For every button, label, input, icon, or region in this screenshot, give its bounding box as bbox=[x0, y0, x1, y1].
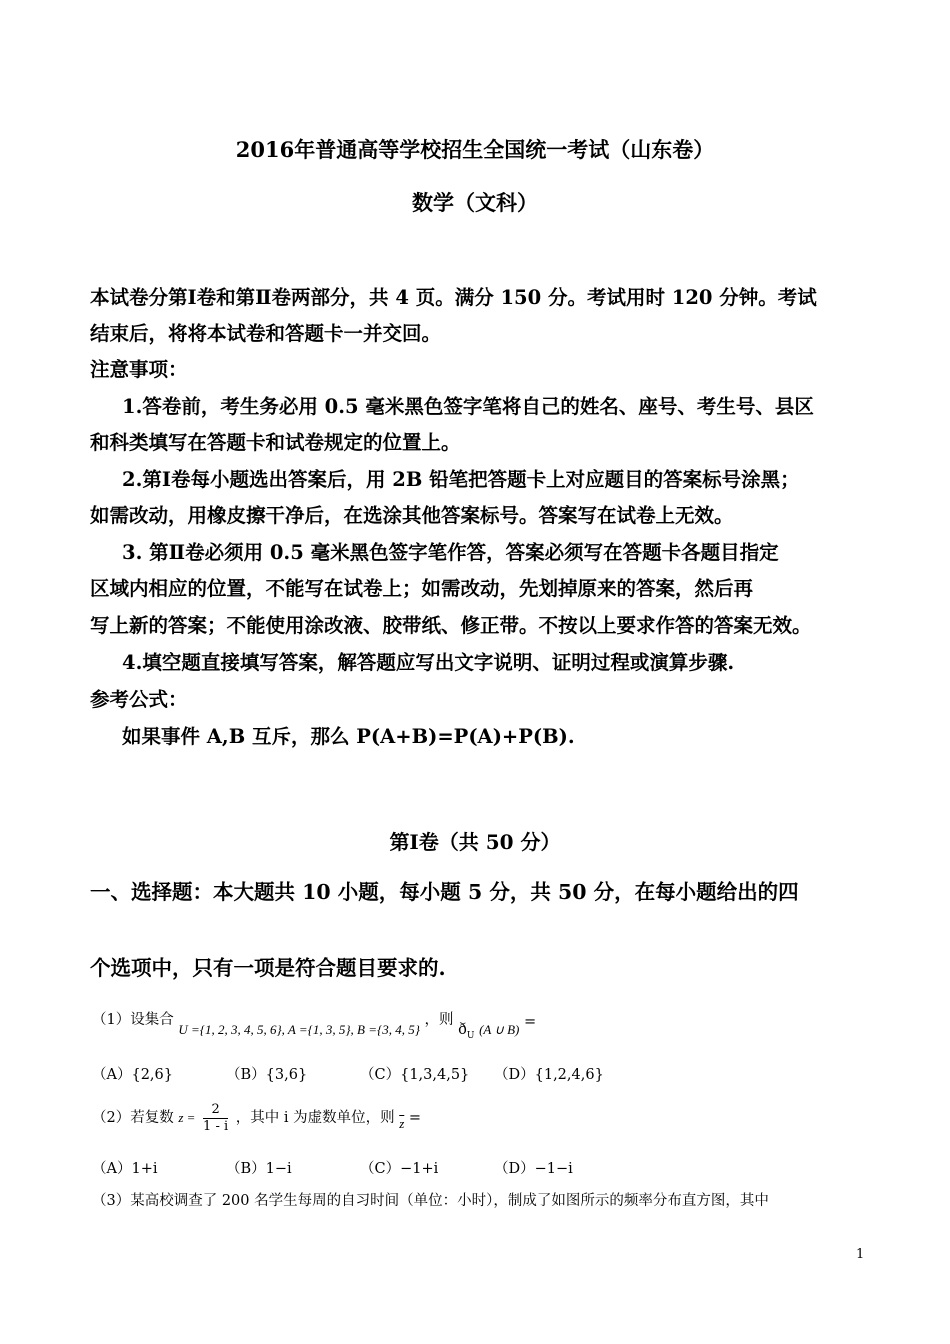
question-2 bbox=[92, 1100, 421, 1136]
q2-zbar: $\overline{z}$ bbox=[399, 1116, 405, 1131]
q2-middle: ，其中 i 为虚数单位，则 bbox=[235, 1110, 395, 1126]
complement-subscript: U bbox=[466, 1030, 475, 1041]
note-1-line-1: 1.答卷前，考生务必用 0.5 毫米黑色签字笔将自己的姓名、座号、考生号、县区 bbox=[122, 395, 814, 418]
q2-z-eq: z = bbox=[178, 1110, 196, 1125]
q1-expr: (A ∪ B) bbox=[479, 1022, 520, 1037]
note-3-line-1: 3. 第Ⅱ卷必须用 0.5 毫米黑色签字笔作答，答案必须写在答题卡各题目指定 bbox=[122, 541, 779, 564]
q1-sets: U ={1, 2, 3, 4, 5, 6}, A ={1, 3, 5}, B ={3, 4, 5} bbox=[178, 1022, 420, 1037]
q1-eq: = bbox=[524, 1014, 537, 1030]
note-1-line-2: 和科类填写在答题卡和试卷规定的位置上。 bbox=[90, 431, 461, 454]
q2-option-d: （D）−1−i bbox=[494, 1161, 573, 1177]
q2-option-a: （A）1+i bbox=[92, 1161, 158, 1177]
q2-prefix: （2）若复数 bbox=[92, 1110, 174, 1126]
formula-heading: 参考公式： bbox=[90, 688, 188, 711]
note-4: 4.填空题直接填写答案，解答题应写出文字说明、证明过程或演算步骤. bbox=[122, 651, 735, 674]
q1-option-b: （B）{3,6} bbox=[226, 1067, 308, 1083]
question-3: （3）某高校调查了 200 名学生每周的自习时间（单位：小时），制成了如图所示的频率分布直方图，其中 bbox=[92, 1193, 769, 1209]
section-1-title: 第Ⅰ卷（共 50 分） bbox=[389, 830, 561, 854]
q2-fraction bbox=[203, 1102, 228, 1135]
q2-eq: = bbox=[408, 1110, 422, 1126]
q1-then: ，则 bbox=[424, 1012, 454, 1028]
q1-option-d: （D）{1,2,4,6} bbox=[494, 1067, 604, 1083]
complement-symbol: ð bbox=[458, 1022, 467, 1038]
q1-option-c: （C）{1,3,4,5} bbox=[360, 1067, 470, 1083]
notes-heading: 注意事项： bbox=[90, 358, 188, 381]
note-3-line-2: 区域内相应的位置，不能写在试卷上；如需改动，先划掉原来的答案，然后再 bbox=[90, 577, 754, 600]
page-title: 2016年普通高等学校招生全国统一考试（山东卷） bbox=[235, 137, 715, 162]
q2-option-c: （C）−1+i bbox=[360, 1161, 439, 1177]
section-1-heading-line-1: 一、选择题：本大题共 10 小题，每小题 5 分，共 50 分，在每小题给出的四 bbox=[90, 880, 799, 904]
page-subtitle: 数学（文科） bbox=[412, 190, 538, 215]
note-2-line-1: 2.第Ⅰ卷每小题选出答案后，用 2B 铅笔把答题卡上对应题目的答案标号涂黑； bbox=[122, 468, 800, 491]
section-1-heading-line-2: 个选项中，只有一项是符合题目要求的. bbox=[90, 956, 446, 980]
q1-option-a: （A）{2,6} bbox=[92, 1067, 173, 1083]
q2-fraction-numerator: 2 bbox=[203, 1102, 228, 1119]
q2-option-b: （B）1−i bbox=[226, 1161, 292, 1177]
intro-line-1: 本试卷分第Ⅰ卷和第Ⅱ卷两部分，共 4 页。满分 150 分。考试用时 120 分钟。考试 bbox=[90, 286, 817, 309]
q1-complement bbox=[458, 1022, 524, 1041]
q2-fraction-denominator: 1 - i bbox=[203, 1118, 229, 1134]
q1-prefix: （1）设集合 bbox=[92, 1012, 174, 1028]
question-1 bbox=[92, 1010, 537, 1041]
note-2-line-2: 如需改动，用橡皮擦干净后，在选涂其他答案标号。答案写在试卷上无效。 bbox=[90, 504, 734, 527]
note-3-line-3: 写上新的答案；不能使用涂改液、胶带纸、修正带。不按以上要求作答的答案无效。 bbox=[90, 614, 812, 637]
intro-line-2: 结束后，将将本试卷和答题卡一并交回。 bbox=[90, 322, 442, 345]
page-number: 1 bbox=[856, 1247, 865, 1262]
formula: 如果事件 A,B 互斥，那么 P(A+B)=P(A)+P(B). bbox=[122, 725, 575, 748]
